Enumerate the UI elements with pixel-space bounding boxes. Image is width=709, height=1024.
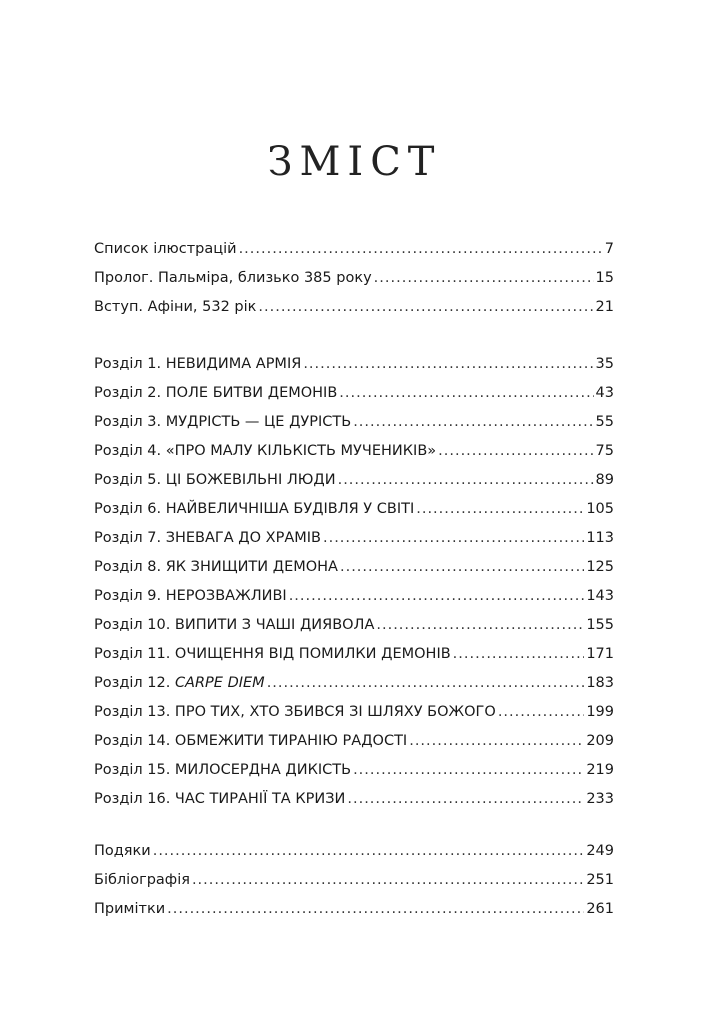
- toc-entry-page: 35: [595, 356, 614, 372]
- toc-leader-dots: [153, 837, 585, 866]
- toc-entry-label: Розділ 6. НАЙВЕЛИЧНІША БУДІВЛЯ У СВІТІ: [94, 501, 415, 517]
- toc-entry-page: 261: [586, 901, 614, 917]
- toc-entry-page: 233: [586, 791, 614, 807]
- toc-entry-label: Список ілюстрацій: [94, 241, 237, 257]
- toc-leader-dots: [289, 582, 585, 611]
- toc-entry-label: Розділ 9. НЕРОЗВАЖЛИВІ: [94, 588, 287, 604]
- toc-entry-label: Розділ 14. ОБМЕЖИТИ ТИРАНІЮ РАДОСТІ: [94, 733, 408, 749]
- toc-entry[interactable]: [94, 866, 614, 895]
- toc-leader-dots: [409, 727, 584, 756]
- toc-entry-label: Розділ 13. ПРО ТИХ, ХТО ЗБИВСЯ ЗІ ШЛЯХУ БОЖОГО: [94, 704, 496, 720]
- toc-entry[interactable]: [94, 785, 614, 814]
- toc-leader-dots: [338, 466, 594, 495]
- toc-leader-dots: [258, 293, 593, 322]
- toc-entry[interactable]: [94, 698, 614, 727]
- toc-entry-label: Примітки: [94, 901, 166, 917]
- toc-entry[interactable]: [94, 669, 614, 698]
- toc-entry[interactable]: [94, 837, 614, 866]
- toc-entry-page: 89: [595, 472, 614, 488]
- toc-entry[interactable]: [94, 350, 614, 379]
- toc-entry-label-italic: CARPE DIEM: [174, 675, 265, 691]
- toc-entry[interactable]: [94, 293, 614, 322]
- toc-entry[interactable]: [94, 466, 614, 495]
- toc-entry-label: Розділ 10. ВИПИТИ З ЧАШІ ДИЯВОЛА: [94, 617, 375, 633]
- toc-entry[interactable]: [94, 264, 614, 293]
- toc-entry-label: [94, 669, 265, 698]
- toc-entry[interactable]: [94, 611, 614, 640]
- toc-leader-dots: [438, 437, 593, 466]
- toc-leader-dots: [376, 611, 584, 640]
- toc-entry-label: Розділ 7. ЗНЕВАГА ДО ХРАМІВ: [94, 530, 321, 546]
- toc-entry-page: 43: [595, 385, 614, 401]
- toc-entry[interactable]: [94, 582, 614, 611]
- toc-leader-dots: [416, 495, 584, 524]
- toc-entry[interactable]: [94, 235, 614, 264]
- toc-leader-dots: [167, 895, 584, 924]
- toc-entry-page: 21: [595, 299, 614, 315]
- toc-entry-page: 143: [586, 588, 614, 604]
- toc-entry-page: 125: [586, 559, 614, 575]
- toc-entry-label: Розділ 15. МИЛОСЕРДНА ДИКІСТЬ: [94, 762, 352, 778]
- toc-entry-page: 249: [586, 843, 614, 859]
- toc-leader-dots: [498, 698, 585, 727]
- toc-leader-dots: [303, 350, 593, 379]
- toc-entry-page: 15: [595, 270, 614, 286]
- toc-entry-label: Розділ 8. ЯК ЗНИЩИТИ ДЕМОНА: [94, 559, 338, 575]
- toc-entry-page: 183: [586, 675, 614, 691]
- toc-leader-dots: [239, 235, 603, 264]
- toc-entry-label: Пролог. Пальміра, близько 385 року: [94, 270, 372, 286]
- toc-entry-page: 251: [586, 872, 614, 888]
- chapters-list: [94, 350, 614, 814]
- toc-entry[interactable]: [94, 437, 614, 466]
- toc-entry[interactable]: [94, 495, 614, 524]
- toc-entry-label: Розділ 11. ОЧИЩЕННЯ ВІД ПОМИЛКИ ДЕМОНІВ: [94, 646, 451, 662]
- toc-entry-page: 113: [586, 530, 614, 546]
- toc-entry-page: 171: [586, 646, 614, 662]
- toc-leader-dots: [340, 553, 584, 582]
- toc-entry-label: Подяки: [94, 843, 151, 859]
- back-matter-list: [94, 837, 614, 924]
- toc-entry[interactable]: [94, 524, 614, 553]
- toc-entry-page: 199: [586, 704, 614, 720]
- toc-entry-label-prefix: Розділ 12.: [94, 675, 175, 691]
- toc-leader-dots: [267, 669, 585, 698]
- toc-entry[interactable]: [94, 379, 614, 408]
- front-matter-list: [94, 235, 614, 322]
- toc-leader-dots: [323, 524, 584, 553]
- toc-entry-label: Розділ 16. ЧАС ТИРАНІЇ ТА КРИЗИ: [94, 791, 346, 807]
- toc-entry-page: 55: [595, 414, 614, 430]
- toc-entry[interactable]: [94, 640, 614, 669]
- toc-entry[interactable]: [94, 895, 614, 924]
- toc-entry-label: Бібліографія: [94, 872, 190, 888]
- toc-entry-label: Розділ 1. НЕВИДИМА АРМІЯ: [94, 356, 302, 372]
- toc-entry[interactable]: [94, 408, 614, 437]
- toc-entry-page: 75: [595, 443, 614, 459]
- toc-leader-dots: [339, 379, 593, 408]
- toc-entry-label: Розділ 4. «ПРО МАЛУ КІЛЬКІСТЬ МУЧЕНИКІВ»: [94, 443, 437, 459]
- toc-entry[interactable]: [94, 727, 614, 756]
- toc-entry-page: 155: [586, 617, 614, 633]
- toc-leader-dots: [374, 264, 594, 293]
- toc-entry-label: Вступ. Афіни, 532 рік: [94, 299, 257, 315]
- toc-entry-page: 209: [586, 733, 614, 749]
- toc-entry-page: 7: [604, 241, 614, 257]
- page-title: ЗМІСТ: [267, 138, 442, 185]
- toc-entry[interactable]: [94, 553, 614, 582]
- toc-leader-dots: [453, 640, 585, 669]
- toc-entry-label: Розділ 5. ЦІ БОЖЕВІЛЬНІ ЛЮДИ: [94, 472, 336, 488]
- toc-entry-page: 219: [586, 762, 614, 778]
- toc-leader-dots: [347, 785, 584, 814]
- toc-leader-dots: [353, 756, 584, 785]
- toc-entry-label: Розділ 2. ПОЛЕ БИТВИ ДЕМОНІВ: [94, 385, 338, 401]
- toc-leader-dots: [353, 408, 593, 437]
- toc-entry[interactable]: [94, 756, 614, 785]
- toc-entry-page: 105: [586, 501, 614, 517]
- toc-leader-dots: [192, 866, 584, 895]
- toc-entry-label: Розділ 3. МУДРІСТЬ — ЦЕ ДУРІСТЬ: [94, 414, 352, 430]
